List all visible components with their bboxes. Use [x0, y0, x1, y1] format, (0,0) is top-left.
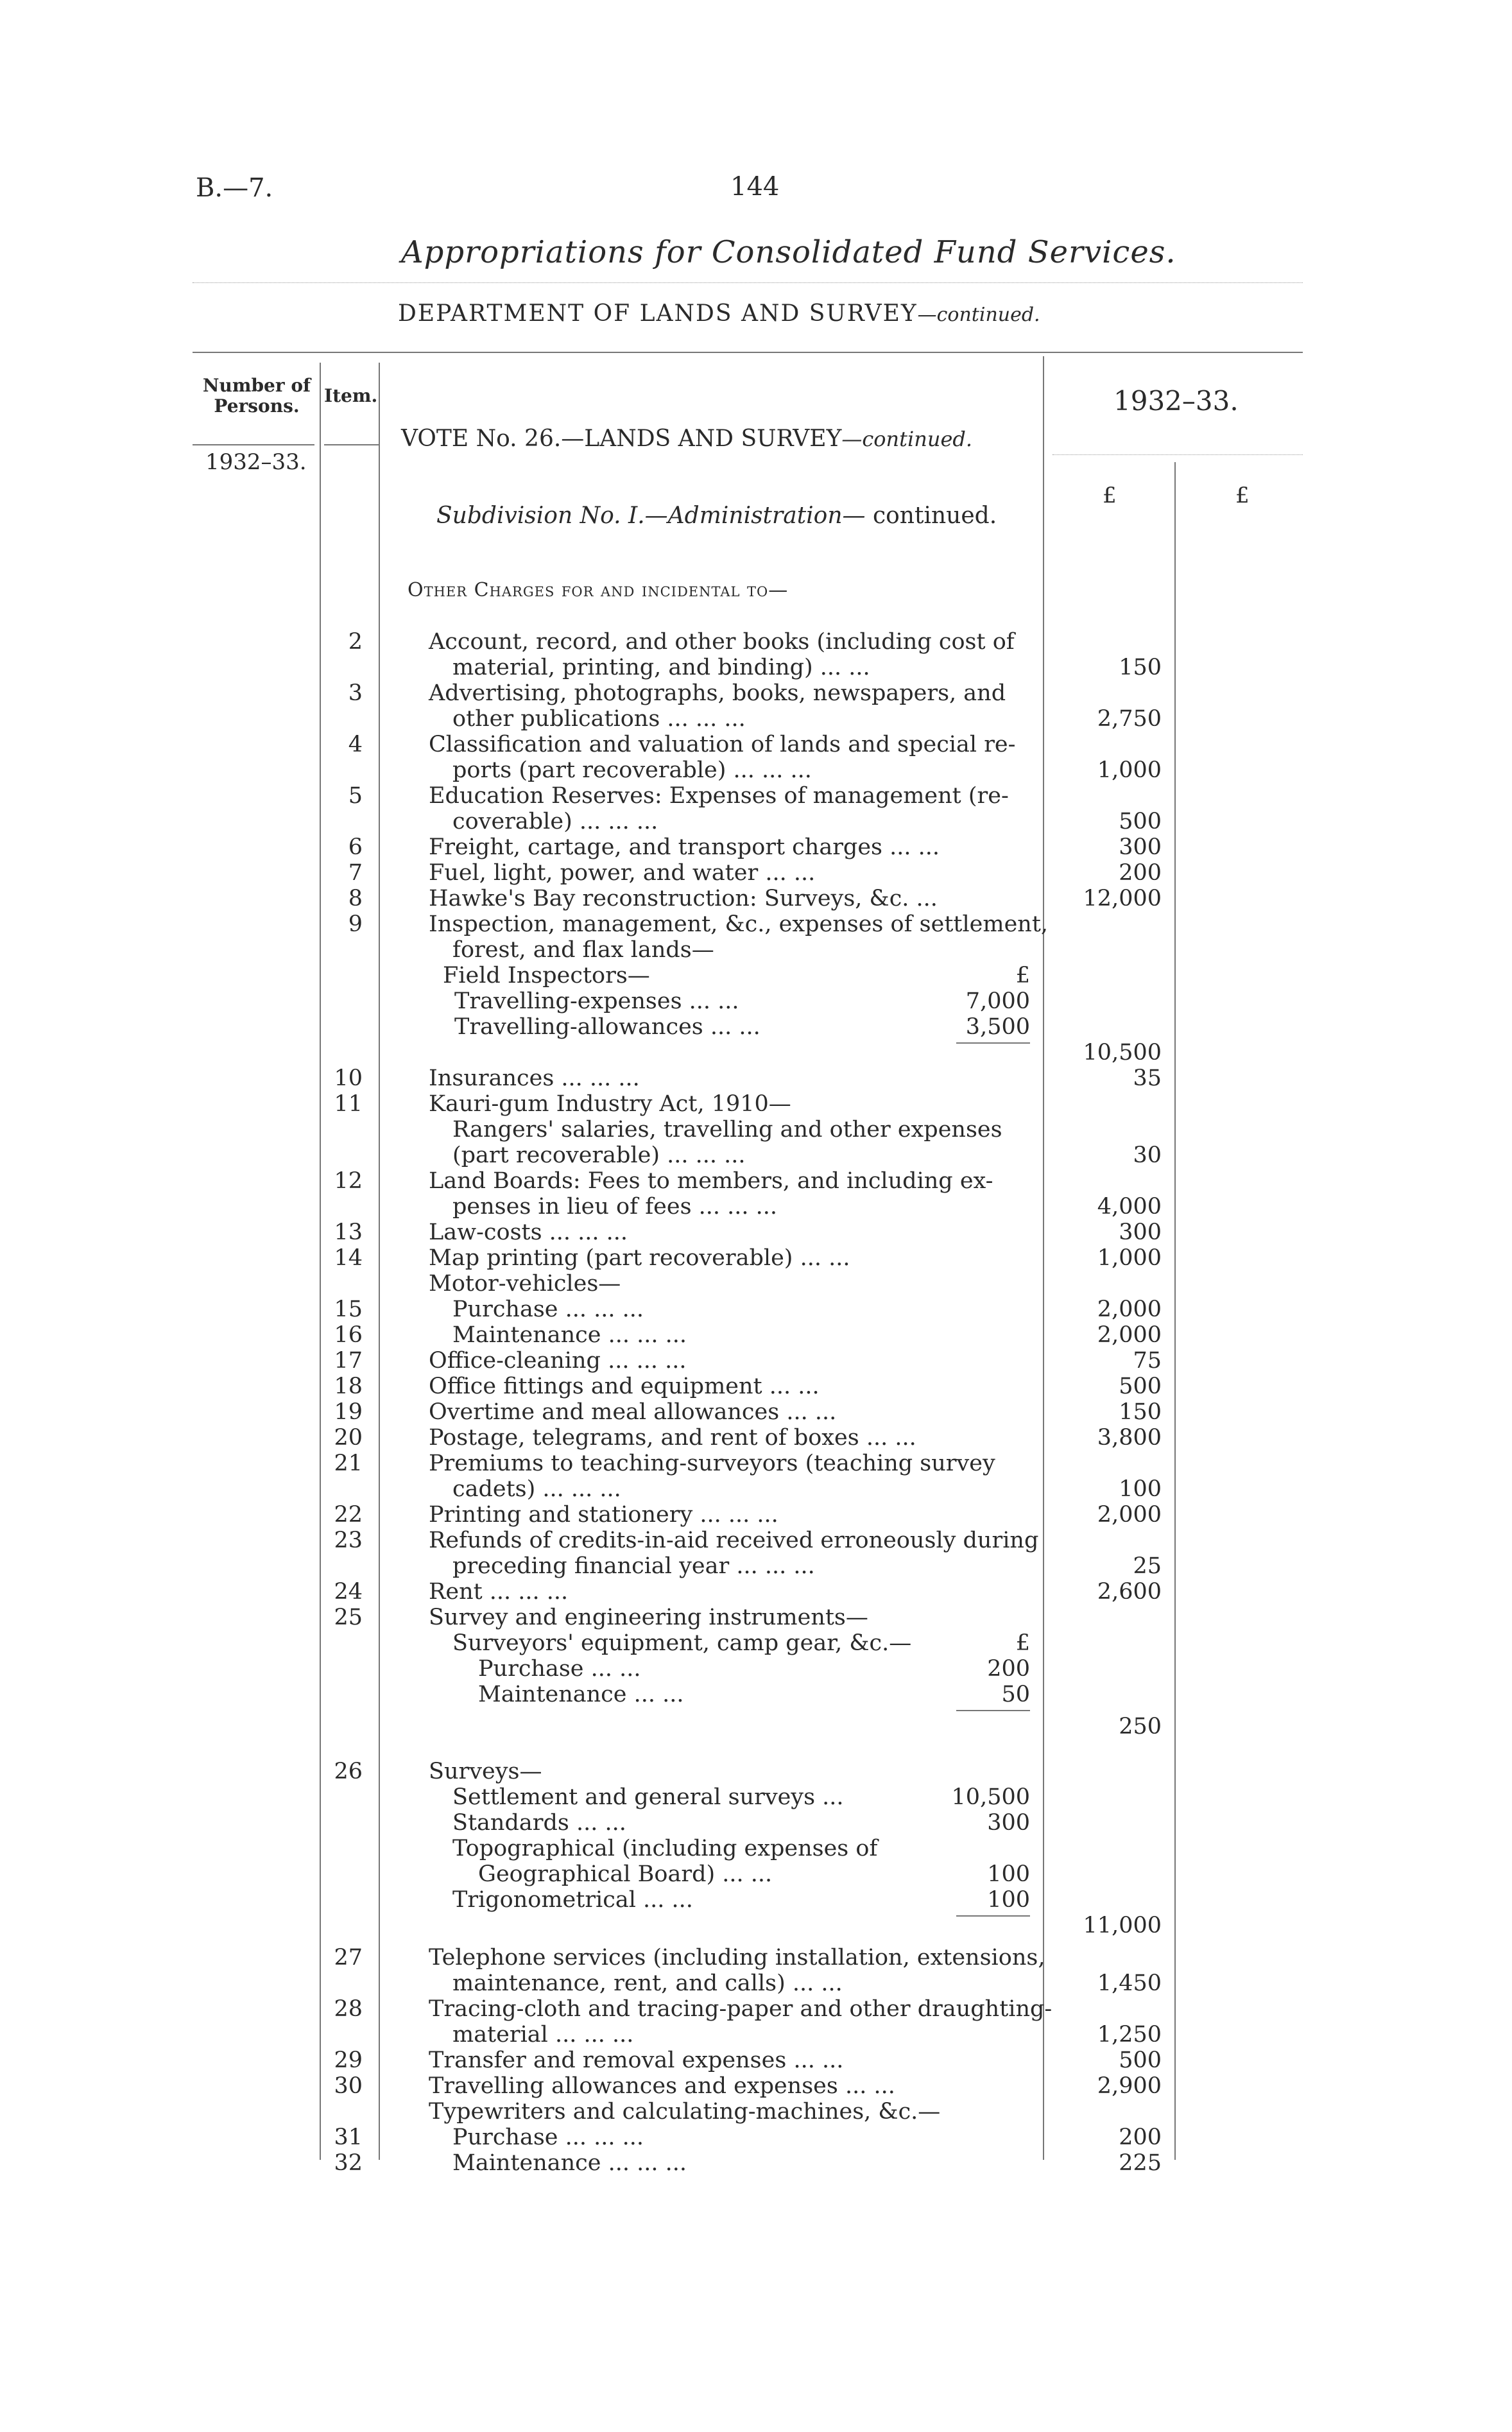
- item-amount: 2,000: [1097, 1502, 1162, 1528]
- item-number: 17: [334, 1348, 363, 1374]
- item-description-cont: cadets) ... ... ...: [452, 1476, 621, 1502]
- subtotal-rule: [956, 1915, 1030, 1917]
- item-number: 7: [348, 860, 363, 886]
- item-description: Freight, cartage, and transport charges ... ...: [429, 834, 940, 860]
- year-col-heading: 1932–33.: [1113, 385, 1239, 417]
- item-description: Kauri-gum Industry Act, 1910—: [429, 1091, 791, 1117]
- surveys-label: Surveys—: [429, 1759, 542, 1784]
- vote-title: VOTE No. 26.—LANDS AND SURVEY: [401, 426, 842, 452]
- settlement-surveys-amount: 10,500: [951, 1784, 1030, 1810]
- item-description: Fuel, light, power, and water ... ...: [429, 860, 816, 886]
- item-number: 8: [348, 886, 363, 911]
- travel-expenses-amount: 7,000: [965, 988, 1030, 1014]
- subtotal-rule: [956, 1042, 1030, 1044]
- item-number: 13: [334, 1220, 363, 1245]
- item-amount: 500: [1119, 809, 1162, 834]
- item-description: Maintenance ... ... ...: [452, 1322, 687, 1348]
- item-amount: 1,250: [1097, 2022, 1162, 2048]
- item-description: Land Boards: Fees to members, and including ex-: [429, 1168, 993, 1194]
- item-number: 23: [334, 1528, 363, 1553]
- item-description-cont: coverable) ... ... ...: [452, 809, 658, 834]
- item-description: Postage, telegrams, and rent of boxes ... ...: [429, 1425, 916, 1451]
- item-amount: 2,600: [1097, 1579, 1162, 1605]
- subdivision-continued: continued.: [865, 503, 997, 529]
- pound-heading-2: £: [1235, 483, 1250, 508]
- item-number: 32: [334, 2150, 363, 2176]
- item-description: Purchase ... ... ...: [452, 2125, 644, 2150]
- persons-col-heading: Number of Persons.: [202, 375, 311, 417]
- travel-expenses-label: Travelling-expenses ... ...: [454, 988, 739, 1014]
- instruments-maintenance-label: Maintenance ... ...: [478, 1682, 684, 1707]
- title-rule: [193, 282, 1303, 283]
- department-heading: [398, 300, 1040, 327]
- page-ref: B.—7.: [196, 173, 273, 203]
- item-description: Refunds of credits-in-aid received erroneously during: [429, 1528, 1039, 1553]
- item-amount: 25: [1133, 1553, 1162, 1579]
- amount-col-rule: [1174, 462, 1176, 2160]
- persons-heading-rule: [193, 444, 314, 445]
- item-amount: 4,000: [1097, 1194, 1162, 1220]
- item-description: Rent ... ... ...: [429, 1579, 569, 1605]
- item-number: 14: [334, 1245, 363, 1271]
- instruments-pound: £: [1015, 1630, 1030, 1656]
- trigonometrical-amount: 100: [987, 1887, 1030, 1913]
- standards-amount: 300: [987, 1810, 1030, 1836]
- vote-heading: [401, 426, 972, 452]
- item-number: 20: [334, 1425, 363, 1451]
- year-heading-rule: [1052, 454, 1303, 455]
- item-heading-rule: [324, 444, 379, 445]
- table-top-rule: [193, 352, 1303, 353]
- field-inspectors-label: Field Inspectors—: [443, 963, 650, 988]
- settlement-surveys-label: Settlement and general surveys ...: [452, 1784, 844, 1810]
- item-description-cont: forest, and flax lands—: [452, 937, 714, 963]
- item-amount: 35: [1133, 1065, 1162, 1091]
- item-col-rule: [379, 363, 380, 2160]
- item-number: 31: [334, 2125, 363, 2150]
- item-description: Office fittings and equipment ... ...: [429, 1374, 820, 1399]
- item-number: 24: [334, 1579, 363, 1605]
- item-number: 19: [334, 1399, 363, 1425]
- item-description: Survey and engineering instruments—: [429, 1605, 868, 1630]
- item-description-cont: (part recoverable) ... ... ...: [452, 1143, 746, 1168]
- item-amount: 3,800: [1097, 1425, 1162, 1451]
- item-description: Office-cleaning ... ... ...: [429, 1348, 687, 1374]
- item-number: 9: [348, 911, 363, 937]
- field-total: 10,500: [1083, 1040, 1162, 1065]
- page-number: 144: [730, 172, 780, 202]
- item-description: Inspection, management, &c., expenses of settlement,: [429, 911, 1049, 937]
- item-description-cont: other publications ... ... ...: [452, 706, 746, 732]
- item-description: Law-costs ... ... ...: [429, 1220, 628, 1245]
- item-number: 12: [334, 1168, 363, 1194]
- instruments-maintenance-amount: 50: [1001, 1682, 1030, 1707]
- topographical-label: Topographical (including expenses of: [452, 1836, 878, 1861]
- department-name: DEPARTMENT OF LANDS AND SURVEY: [398, 300, 918, 327]
- item-description: Transfer and removal expenses ... ...: [429, 2048, 844, 2073]
- item-number: 5: [348, 783, 363, 809]
- topographical-label-cont: Geographical Board) ... ...: [478, 1861, 773, 1887]
- item-amount: 1,000: [1097, 757, 1162, 783]
- item-description-cont: material, printing, and binding) ... ...: [452, 655, 870, 680]
- item-amount: 300: [1119, 1220, 1162, 1245]
- field-pound: £: [1015, 963, 1030, 988]
- instruments-purchase-amount: 200: [987, 1656, 1030, 1682]
- item-amount: 2,000: [1097, 1322, 1162, 1348]
- item-amount: 500: [1119, 2048, 1162, 2073]
- persons-col-rule: [320, 363, 321, 2160]
- item-description: Hawke's Bay reconstruction: Surveys, &c. ...: [429, 886, 938, 911]
- item-description-cont: material ... ... ...: [452, 2022, 634, 2048]
- item-description: Travelling allowances and expenses ... ...: [429, 2073, 895, 2099]
- item-number: 22: [334, 1502, 363, 1528]
- surveys-total: 11,000: [1083, 1913, 1162, 1938]
- travel-allowances-amount: 3,500: [965, 1014, 1030, 1040]
- item-amount: 30: [1133, 1143, 1162, 1168]
- item-description: Classification and valuation of lands and special re-: [429, 732, 1016, 757]
- item-description: Purchase ... ... ...: [452, 1297, 644, 1322]
- item-description-cont: penses in lieu of fees ... ... ...: [452, 1194, 778, 1220]
- item-amount: 2,000: [1097, 1297, 1162, 1322]
- item-amount: 500: [1119, 1374, 1162, 1399]
- item-description-cont: ports (part recoverable) ... ... ...: [452, 757, 812, 783]
- item-number: 27: [334, 1945, 363, 1971]
- item-amount: 300: [1119, 834, 1162, 860]
- item-description: Account, record, and other books (including cost of: [429, 629, 1015, 655]
- instruments-total: 250: [1119, 1714, 1162, 1739]
- item-description: Premiums to teaching-surveyors (teaching survey: [429, 1451, 995, 1476]
- item-description-cont: preceding financial year ... ... ...: [452, 1553, 815, 1579]
- subdivision-heading: [436, 503, 997, 529]
- topographical-amount: 100: [987, 1861, 1030, 1887]
- item-number: 16: [334, 1322, 363, 1348]
- item-col-heading: Item.: [324, 385, 378, 406]
- item-number: 4: [348, 732, 363, 757]
- travel-allowances-label: Travelling-allowances ... ...: [454, 1014, 760, 1040]
- item-description-cont: Rangers' salaries, travelling and other expenses: [452, 1117, 1002, 1143]
- item-description: Maintenance ... ... ...: [452, 2150, 687, 2176]
- item-description: Map printing (part recoverable) ... ...: [429, 1245, 850, 1271]
- item-amount: 2,900: [1097, 2073, 1162, 2099]
- item-number: 10: [334, 1065, 363, 1091]
- item-number: 25: [334, 1605, 363, 1630]
- item-number: 15: [334, 1297, 363, 1322]
- item-amount: 200: [1119, 860, 1162, 886]
- item-number: 11: [334, 1091, 363, 1117]
- item-number: 3: [348, 680, 363, 706]
- page-title: Appropriations for Consolidated Fund Services.: [401, 234, 1176, 270]
- item-amount: 100: [1119, 1476, 1162, 1502]
- item-number: 21: [334, 1451, 363, 1476]
- item-description: Typewriters and calculating-machines, &c.—: [429, 2099, 941, 2125]
- item-number: 28: [334, 1996, 363, 2022]
- item-amount: 150: [1119, 655, 1162, 680]
- item-number: 29: [334, 2048, 363, 2073]
- item-number: 26: [334, 1759, 363, 1784]
- item-description: Motor-vehicles—: [429, 1271, 621, 1297]
- subtotal-rule: [956, 1710, 1030, 1711]
- equipment-label: Surveyors' equipment, camp gear, &c.—: [452, 1630, 912, 1656]
- item-amount: 2,750: [1097, 706, 1162, 732]
- trigonometrical-label: Trigonometrical ... ...: [452, 1887, 693, 1913]
- item-description: Overtime and meal allowances ... ...: [429, 1399, 837, 1425]
- pound-heading-1: £: [1103, 483, 1117, 508]
- vote-continued: —continued.: [841, 427, 973, 451]
- other-charges-heading: Other Charges for and incidental to—: [408, 579, 789, 601]
- item-description-cont: maintenance, rent, and calls) ... ...: [452, 1971, 843, 1996]
- item-description: Tracing-cloth and tracing-paper and other draughting-: [429, 1996, 1052, 2022]
- desc-col-rule: [1043, 356, 1044, 2160]
- persons-year: 1932–33.: [205, 449, 307, 475]
- subdivision-title: Subdivision No. I.—Administration—: [436, 503, 866, 529]
- item-number: 18: [334, 1374, 363, 1399]
- item-description: Printing and stationery ... ... ...: [429, 1502, 778, 1528]
- item-amount: 200: [1119, 2125, 1162, 2150]
- item-number: 30: [334, 2073, 363, 2099]
- item-amount: 75: [1133, 1348, 1162, 1374]
- item-amount: 12,000: [1083, 886, 1162, 911]
- item-description: Advertising, photographs, books, newspapers, and: [429, 680, 1006, 706]
- department-continued: —continued.: [917, 304, 1040, 326]
- item-amount: 1,000: [1097, 1245, 1162, 1271]
- item-number: 6: [348, 834, 363, 860]
- item-amount: 1,450: [1097, 1971, 1162, 1996]
- item-amount: 150: [1119, 1399, 1162, 1425]
- item-number: 2: [348, 629, 363, 655]
- item-description: Insurances ... ... ...: [429, 1065, 640, 1091]
- instruments-purchase-label: Purchase ... ...: [478, 1656, 641, 1682]
- standards-label: Standards ... ...: [452, 1810, 626, 1836]
- item-description: Education Reserves: Expenses of management (re-: [429, 783, 1009, 809]
- item-description: Telephone services (including installation, extensions,: [429, 1945, 1045, 1971]
- item-amount: 225: [1119, 2150, 1162, 2176]
